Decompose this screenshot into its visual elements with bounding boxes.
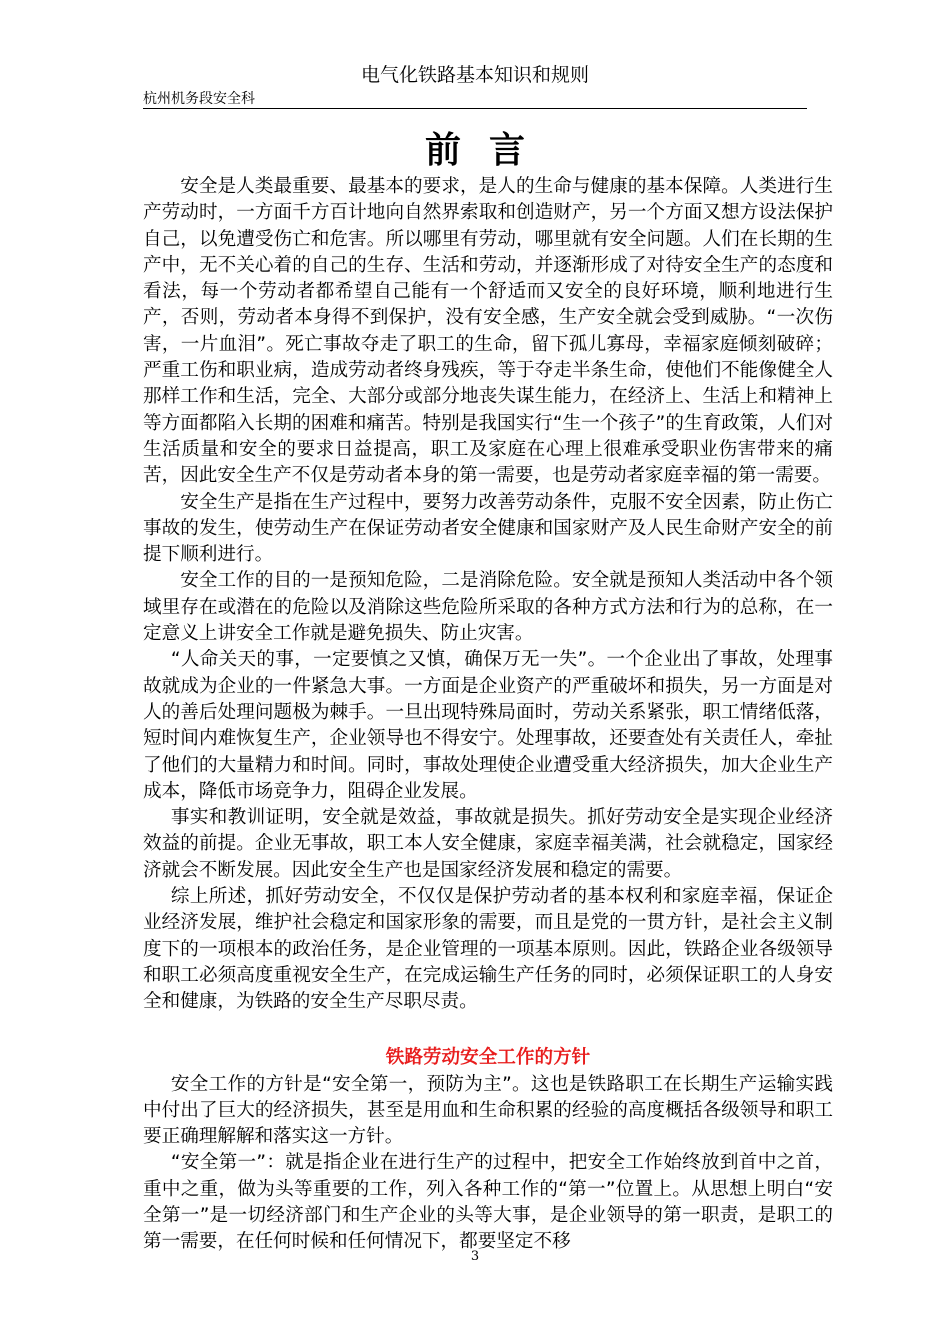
section-heading: 铁路劳动安全工作的方针: [385, 1046, 591, 1068]
header-divider: [143, 108, 807, 109]
paragraph-summary: 综上所述，抓好劳动安全，不仅仅是保护劳动者的基本权利和家庭幸福，保证企业经济发展，维护社会稳定和国家形象的需要，而且是党的一贯方针，是社会主义制度下的一项根本的政治任务，是企业管理的一项基本原则。因此，铁路企业各级领导和职工必须高度重视安全生产，在完成运输生产任务的同时，必须保证职工的人身安全和健康，为铁路的安全生产尽职尽责。: [143, 886, 833, 1013]
body-text: [143, 174, 833, 1256]
paragraph-benefit: 事实和教训证明，安全就是效益，事故就是损失。抓好劳动安全是实现企业经济效益的前提。企业无事故，职工本人安全健康，家庭幸福美满，社会就稳定，国家经济就会不断发展。因此安全生产也是国家经济发展和稳定的需要。: [143, 807, 833, 881]
paragraph-intro: 安全是人类最重要、最基本的要求，是人的生命与健康的基本保障。人类进行生产劳动时，一方面千方百计地向自然界索取和创造财产，另一个方面又想方设法保护自己，以免遭受伤亡和危害。所以哪里有劳动，哪里就有安全问题。人们在长期的生产中，无不关心着的自己的生存、生活和劳动，并逐渐形成了对待安全生产的态度和看法，每一个劳动者都希望自己能有一个舒适而又安全的良好环境，顺利地进行生产，否则，劳动者本身得不到保护，没有安全感，生产安全就会受到威胁。“一次伤害，一片血泪”。死亡事故夺走了职工的生命，留下孤儿寡母，幸福家庭倾刻破碎；严重工伤和职业病，造成劳动者终身残疾，等于夺走半条生命，使他们不能像健全人那样工作和生活，完全、大部分或部分地丧失谋生能力，在经济上、生活上和精神上等方面都陷入长期的困难和痛苦。特别是我国实行“生一个孩子”的生育政策，人们对生活质量和安全的要求日益提高，职工及家庭在心理上很难承受职业伤害带来的痛苦，因此安全生产不仅是劳动者本身的第一需要，也是劳动者家庭幸福的第一需要。: [143, 176, 833, 487]
paragraph-safety-first: “安全第一”：就是指企业在进行生产的过程中，把安全工作始终放到首中之首，重中之重，做为头等重要的工作，列入各种工作的“第一”位置上。从思想上明白“安全第一”是一切经济部门和生产企业的头等大事，是企业领导的第一职责，是职工的第一需要，在任何时候和任何情况下，都要坚定不移: [143, 1152, 833, 1253]
paragraph-purpose: 安全工作的目的一是预知危险，二是消除危险。安全就是预知人类活动中各个领域里存在或潜在的危险以及消除这些危险所采取的各种方式方法和行为的总称，在一定意义上讲安全工作就是避免损失、防止灾害。: [143, 570, 833, 645]
running-header-organization: 杭州机务段安全科: [143, 91, 255, 107]
page-number: 3: [470, 1249, 480, 1264]
paragraph-accident: “人命关天的事，一定要慎之又慎，确保万无一失”。一个企业出了事故，处理事故就成为企业的一件紧急大事。一方面是企业资产的严重破坏和损失，另一方面是对人的善后处理问题极为棘手。一旦出现特殊局面时，劳动关系紧张，职工情绪低落，短时间内难恢复生产，企业领导也不得安宁。处理事故，还要查处有关责任人，牵扯了他们的大量精力和时间。同时，事故处理使企业遭受重大经济损失，加大企业生产成本，降低市场竞争力，阻碍企业发展。: [143, 649, 833, 802]
paragraph-policy: 安全工作的方针是“安全第一，预防为主”。这也是铁路职工在长期生产运输实践中付出了巨大的经济损失，甚至是用血和生命积累的经验的高度概括各级领导和职工要正确理解解和落实这一方针。: [143, 1073, 833, 1148]
paragraph-definition: 安全生产是指在生产过程中，要努力改善劳动条件，克服不安全因素，防止伤亡事故的发生，使劳动生产在保证劳动者安全健康和国家财产及人民生命财产安全的前提下顺利进行。: [143, 491, 833, 566]
running-header-title: 电气化铁路基本知识和规则: [360, 64, 589, 86]
page-title: 前言: [424, 130, 553, 171]
section-heading-container: [143, 1016, 833, 1072]
